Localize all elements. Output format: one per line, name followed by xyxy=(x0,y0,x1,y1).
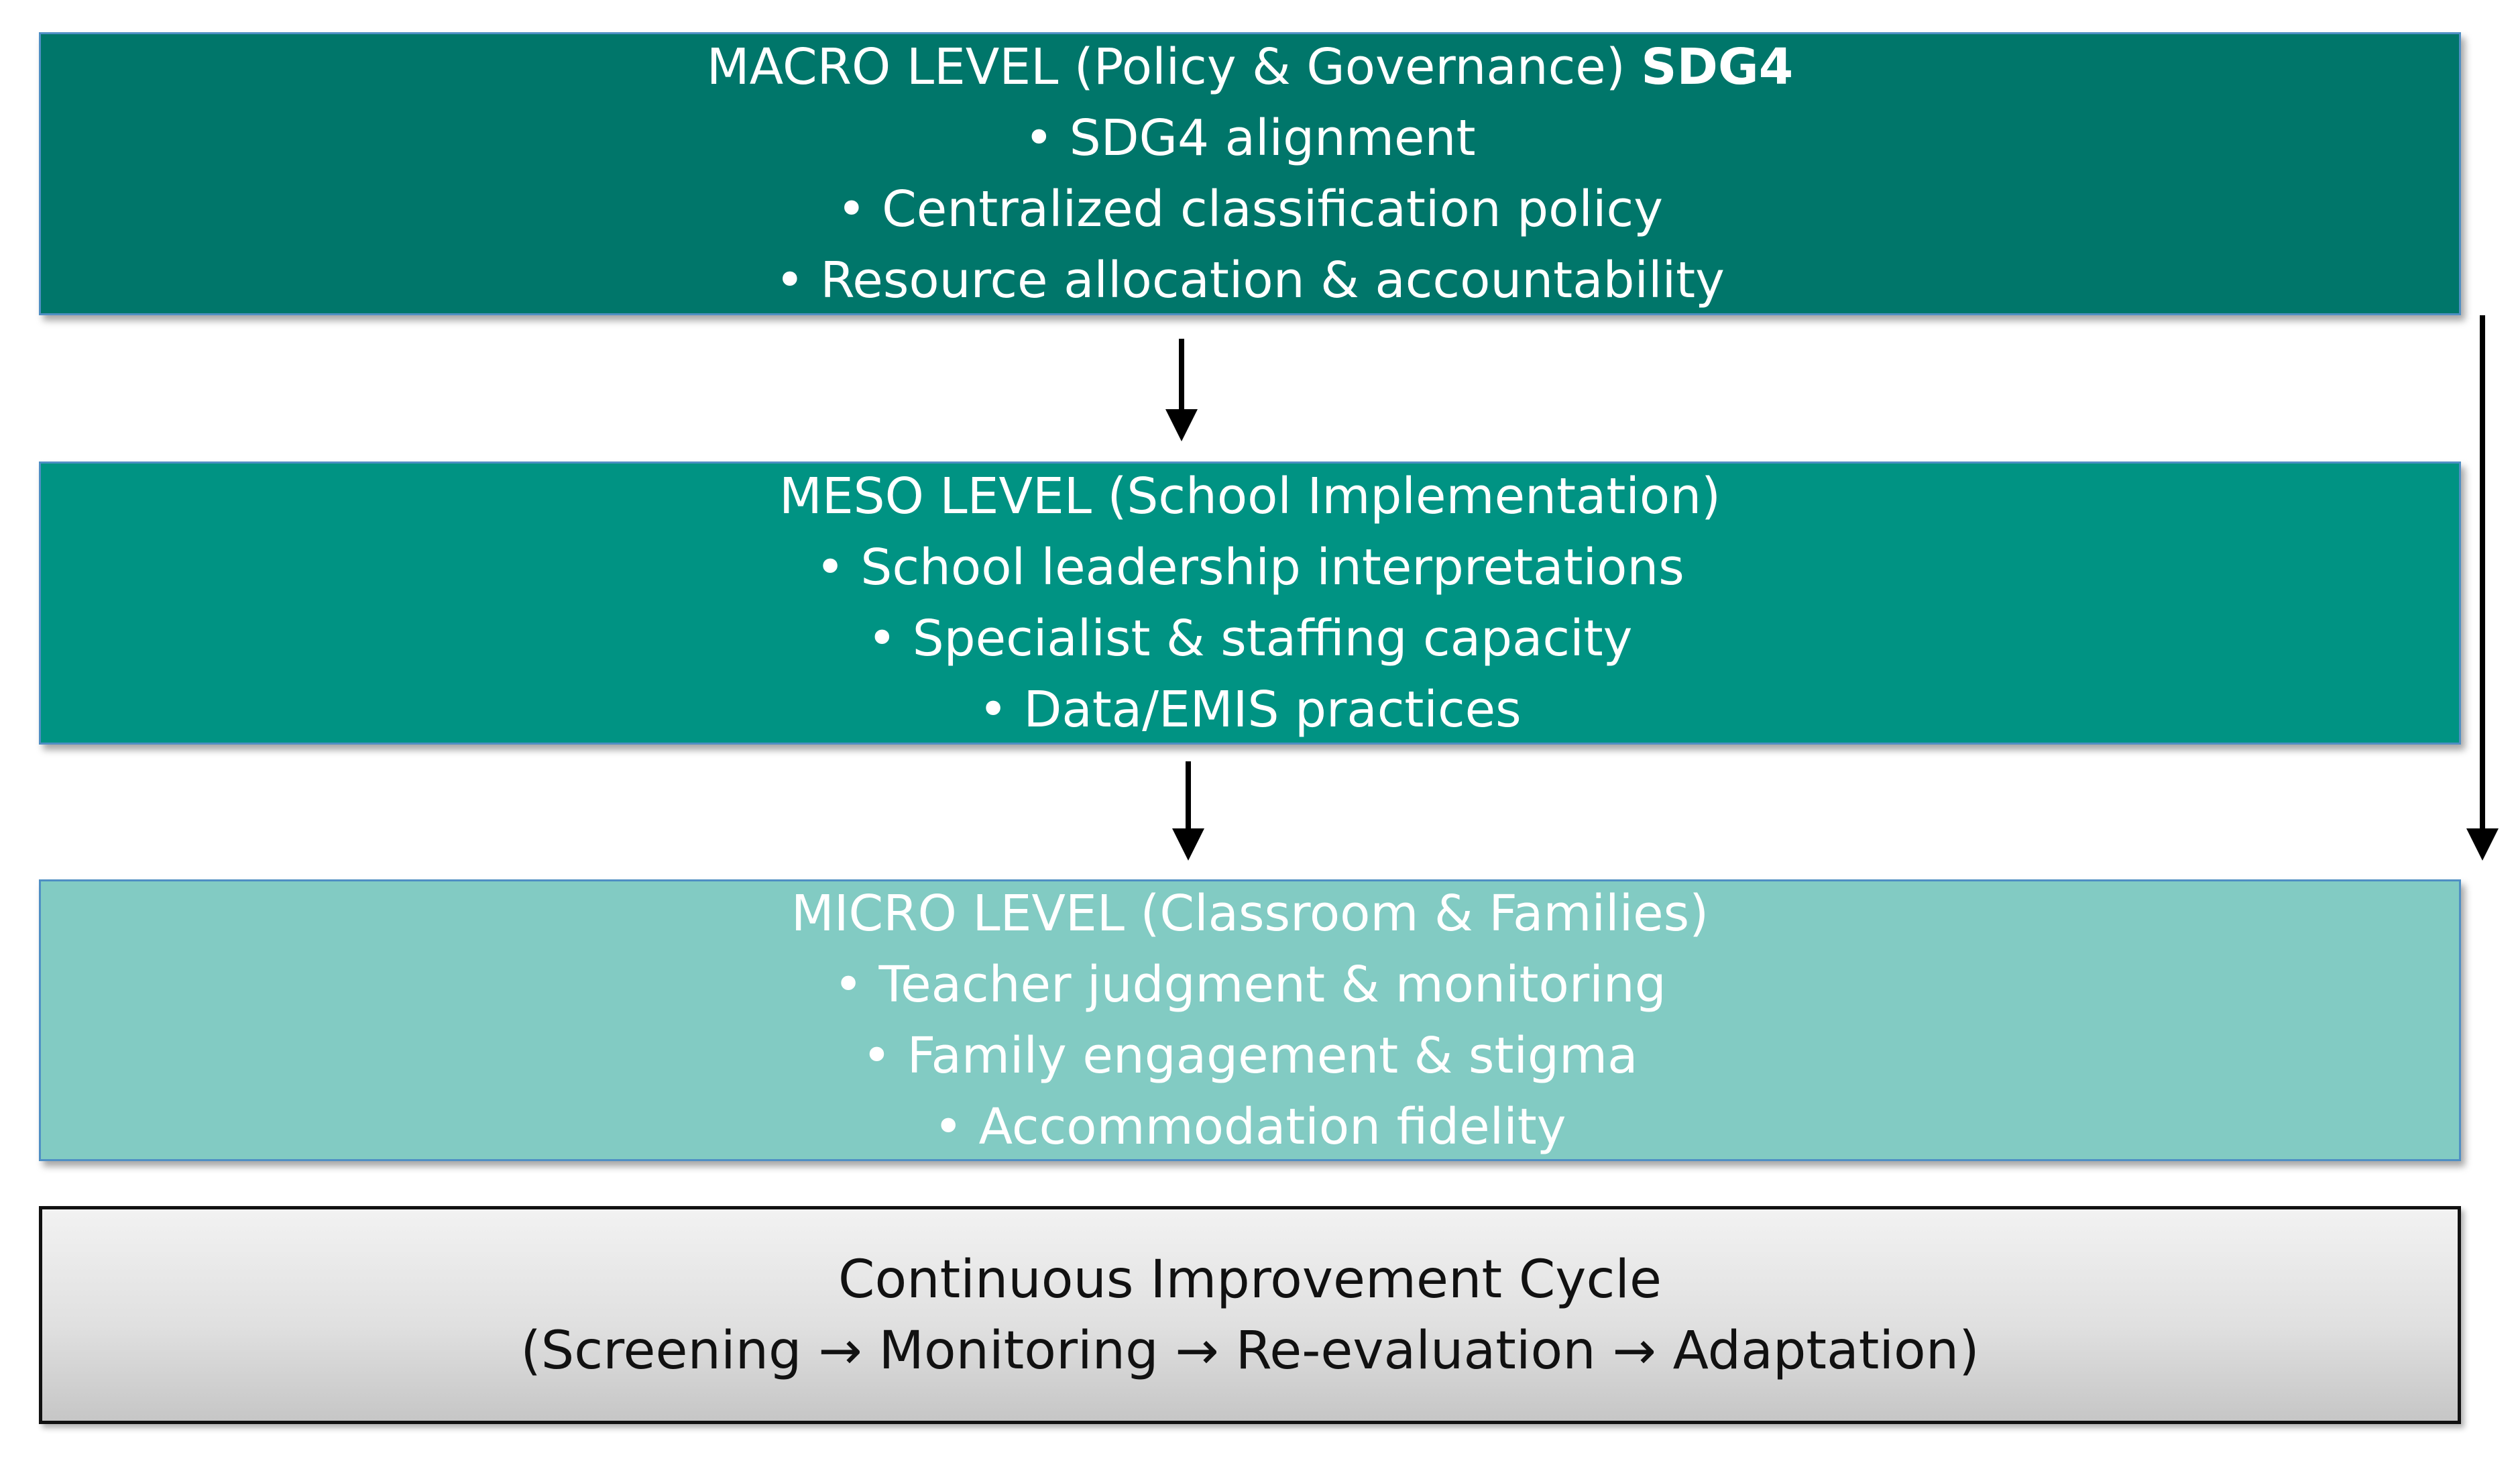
micro-level-box xyxy=(39,879,2461,1161)
cycle-title: Continuous Improvement Cycle xyxy=(838,1249,1662,1310)
micro-level-title: MICRO LEVEL (Classroom & Families) xyxy=(791,885,1709,942)
micro-item-1: • Teacher judgment & monitoring xyxy=(834,956,1666,1014)
macro-level-title-text: MACRO LEVEL (Policy & Governance) xyxy=(706,38,1625,96)
macro-item-3: • Resource allocation & accountability xyxy=(775,252,1725,309)
meso-item-2: • Specialist & staffing capacity xyxy=(867,610,1633,667)
meso-level-box xyxy=(39,461,2461,745)
macro-level-title xyxy=(707,32,1793,103)
macro-level-box xyxy=(39,32,2461,315)
micro-item-2: • Family engagement & stigma xyxy=(862,1027,1638,1085)
macro-level-title-bold: SDG4 xyxy=(1641,38,1794,96)
macro-item-2: • Centralized classification policy xyxy=(836,180,1664,238)
continuous-improvement-box xyxy=(39,1206,2461,1424)
meso-level-title: MESO LEVEL (School Implementation) xyxy=(779,468,1721,525)
meso-item-3: • Data/EMIS practices xyxy=(978,681,1522,739)
micro-item-3: • Accommodation fidelity xyxy=(933,1098,1566,1156)
cycle-steps: (Screening → Monitoring → Re-evaluation → Adaptation) xyxy=(520,1320,1980,1381)
macro-item-1: • SDG4 alignment xyxy=(1024,109,1476,167)
meso-item-1: • School leadership interpretations xyxy=(815,539,1684,596)
